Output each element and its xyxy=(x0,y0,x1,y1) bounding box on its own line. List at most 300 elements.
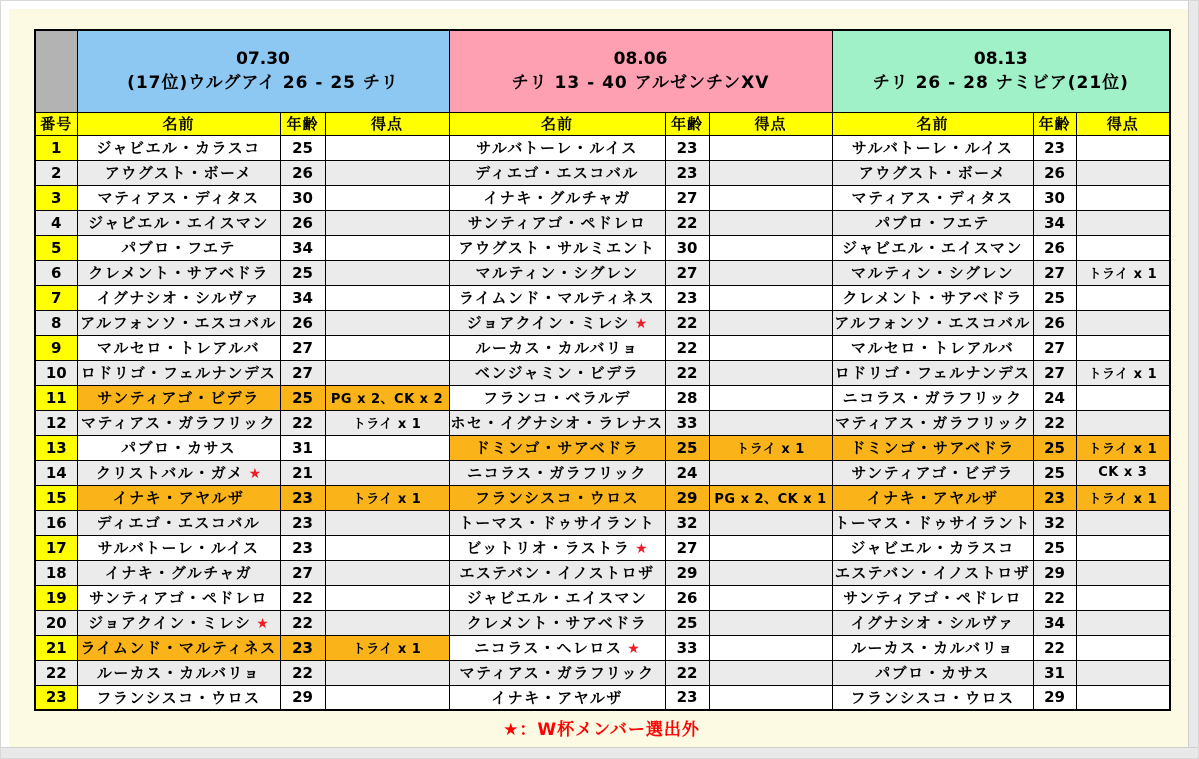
player-name: ライムンド・マルティネス xyxy=(80,639,277,657)
table-row xyxy=(35,660,1170,685)
row-number-cell: 18 xyxy=(35,560,77,585)
star-icon: ★ xyxy=(622,641,640,657)
player-score-cell xyxy=(325,360,449,385)
player-name-cell xyxy=(832,360,1033,385)
player-age-cell: 25 xyxy=(1033,285,1076,310)
player-age-cell: 28 xyxy=(665,385,709,410)
player-age-cell: 22 xyxy=(665,660,709,685)
player-age-cell: 24 xyxy=(665,460,709,485)
player-name: ジャビエル・エイスマン xyxy=(88,214,269,232)
player-name: サンティアゴ・ペドレロ xyxy=(467,214,647,232)
row-number-cell: 19 xyxy=(35,585,77,610)
player-name-cell xyxy=(832,185,1033,210)
player-name-cell xyxy=(449,685,665,710)
player-score-cell: トライ x 1 xyxy=(325,410,449,435)
row-number-cell: 10 xyxy=(35,360,77,385)
player-score-cell: トライ x 1 xyxy=(1076,260,1170,285)
player-score-cell xyxy=(709,510,832,535)
player-score-cell xyxy=(325,435,449,460)
player-name: マティアス・ガラフリック xyxy=(835,414,1031,432)
player-age-cell: 23 xyxy=(665,135,709,160)
row-number-cell: 17 xyxy=(35,535,77,560)
player-name: マティアス・ガラフリック xyxy=(459,664,655,682)
player-score-cell: PG x 2、CK x 2 xyxy=(325,385,449,410)
player-age-cell: 25 xyxy=(1033,435,1076,460)
roster-table xyxy=(34,29,1171,711)
vertical-scrollbar[interactable] xyxy=(1188,1,1198,759)
player-name-cell xyxy=(449,185,665,210)
player-name-cell xyxy=(832,260,1033,285)
player-score-cell xyxy=(1076,410,1170,435)
column-header-age: 年齢 xyxy=(280,112,325,135)
column-header-name: 名前 xyxy=(77,112,280,135)
player-name: アウグスト・サルミエント xyxy=(458,239,656,257)
player-name-cell xyxy=(449,360,665,385)
player-name: マティアス・ガラフリック xyxy=(80,414,276,432)
player-name: ニコラス・ガラフリック xyxy=(842,389,1023,407)
player-score-cell xyxy=(709,660,832,685)
player-score-cell xyxy=(709,635,832,660)
player-score-cell xyxy=(1076,135,1170,160)
row-number-cell: 14 xyxy=(35,460,77,485)
player-name: マティアス・ディタス xyxy=(97,189,260,207)
player-age-cell: 33 xyxy=(665,410,709,435)
player-name-cell xyxy=(449,135,665,160)
match-date: 08.13 xyxy=(973,48,1028,69)
player-age-cell: 29 xyxy=(1033,685,1076,710)
table-row xyxy=(35,560,1170,585)
player-name-cell xyxy=(77,435,280,460)
horizontal-scrollbar[interactable] xyxy=(1,747,1199,758)
player-name: ジャビエル・エイスマン xyxy=(466,589,648,607)
player-name: アウグスト・ボーメ xyxy=(104,164,253,182)
row-number-cell: 12 xyxy=(35,410,77,435)
player-name-cell xyxy=(77,160,280,185)
player-age-cell: 32 xyxy=(1033,510,1076,535)
player-name-cell xyxy=(832,535,1033,560)
player-name: アルフォンソ・エスコバル xyxy=(80,314,277,332)
player-name-cell xyxy=(77,235,280,260)
player-name: ジャビエル・エイスマン xyxy=(842,239,1023,257)
player-age-cell: 25 xyxy=(1033,460,1076,485)
player-age-cell: 24 xyxy=(1033,385,1076,410)
player-name: アウグスト・ボーメ xyxy=(858,164,1007,182)
player-name: エステバン・イノストロザ xyxy=(834,564,1031,582)
table-row xyxy=(35,610,1170,635)
player-name: ドミンゴ・サアベドラ xyxy=(474,439,640,457)
player-name-cell xyxy=(832,235,1033,260)
player-score-cell xyxy=(1076,285,1170,310)
player-score-cell xyxy=(709,260,832,285)
column-header-score: 得点 xyxy=(709,112,832,135)
player-age-cell: 23 xyxy=(665,285,709,310)
row-number-cell: 13 xyxy=(35,435,77,460)
player-name: イグナシオ・シルヴァ xyxy=(96,289,261,307)
player-name: ジョアクイン・ミレシ xyxy=(466,314,630,332)
player-name: ディエゴ・エスコバル xyxy=(475,164,639,182)
player-name-cell xyxy=(449,260,665,285)
player-age-cell: 25 xyxy=(665,610,709,635)
row-number-cell: 22 xyxy=(35,660,77,685)
player-score-cell xyxy=(1076,335,1170,360)
page-background xyxy=(9,9,1190,748)
player-name-cell xyxy=(832,485,1033,510)
player-name-cell xyxy=(449,635,665,660)
player-age-cell: 29 xyxy=(665,560,709,585)
row-number-cell: 4 xyxy=(35,210,77,235)
player-score-cell xyxy=(709,610,832,635)
match-date: 08.06 xyxy=(613,48,668,69)
player-age-cell: 22 xyxy=(1033,585,1076,610)
player-score-cell xyxy=(709,185,832,210)
player-age-cell: 22 xyxy=(280,660,325,685)
player-name: フランシスコ・ウロス xyxy=(474,489,640,507)
player-age-cell: 23 xyxy=(280,535,325,560)
player-name-cell xyxy=(77,585,280,610)
player-name: ルーカス・カルバリョ xyxy=(850,639,1015,657)
row-number-cell: 15 xyxy=(35,485,77,510)
player-score-cell xyxy=(1076,660,1170,685)
row-number-cell: 11 xyxy=(35,385,77,410)
player-name: サンティアゴ・ビデラ xyxy=(97,389,260,407)
player-name: ジョアクイン・ミレシ xyxy=(88,614,252,632)
row-number-cell: 23 xyxy=(35,685,77,710)
player-name: パブロ・カサス xyxy=(121,439,236,457)
player-name-cell xyxy=(449,335,665,360)
column-header-name: 名前 xyxy=(832,112,1033,135)
player-name: サンティアゴ・ビデラ xyxy=(851,464,1014,482)
player-age-cell: 26 xyxy=(280,310,325,335)
table-row xyxy=(35,485,1170,510)
match-result: チリ 26 - 28 ナミビア(21位) xyxy=(872,73,1129,94)
table-row xyxy=(35,185,1170,210)
player-age-cell: 26 xyxy=(1033,235,1076,260)
player-name-cell xyxy=(449,485,665,510)
player-name: ベンジャミン・ビデラ xyxy=(474,364,640,382)
player-name: クレメント・サアベドラ xyxy=(88,264,269,282)
player-score-cell xyxy=(709,535,832,560)
player-name: サルバトーレ・ルイス xyxy=(851,139,1014,157)
table-row xyxy=(35,310,1170,335)
player-name: ニコラス・ヘレロス xyxy=(474,639,623,657)
player-score-cell: CK x 3 xyxy=(1076,460,1170,485)
player-name-cell xyxy=(832,160,1033,185)
player-name: マルティン・シグレン xyxy=(475,264,639,282)
player-name: ジャビエル・カラスコ xyxy=(96,139,261,157)
player-name: ライムンド・マルティネス xyxy=(458,289,656,307)
star-icon: ★ xyxy=(243,466,262,482)
player-age-cell: 22 xyxy=(280,410,325,435)
footnote-text: ★：W杯メンバー選出外 xyxy=(503,720,700,740)
player-score-cell xyxy=(325,210,449,235)
player-score-cell xyxy=(325,535,449,560)
row-number-cell: 9 xyxy=(35,335,77,360)
player-age-cell: 27 xyxy=(1033,360,1076,385)
match-result: (17位)ウルグアイ 26 - 25 チリ xyxy=(127,73,399,94)
player-age-cell: 26 xyxy=(280,160,325,185)
player-name-cell xyxy=(77,635,280,660)
column-header-score: 得点 xyxy=(1076,112,1170,135)
match-header-namibia xyxy=(832,30,1170,112)
star-icon: ★ xyxy=(630,541,648,557)
player-name-cell xyxy=(832,335,1033,360)
player-name-cell xyxy=(832,560,1033,585)
player-name-cell xyxy=(832,310,1033,335)
player-score-cell xyxy=(709,585,832,610)
player-name: ドミンゴ・サアベドラ xyxy=(850,439,1015,457)
player-name-cell xyxy=(832,385,1033,410)
player-name-cell xyxy=(77,660,280,685)
row-number-cell: 16 xyxy=(35,510,77,535)
player-age-cell: 22 xyxy=(1033,410,1076,435)
player-age-cell: 25 xyxy=(665,435,709,460)
player-name-cell xyxy=(449,160,665,185)
player-name: ロドリゴ・フェルナンデス xyxy=(80,364,277,382)
player-score-cell xyxy=(1076,160,1170,185)
player-name-cell xyxy=(449,210,665,235)
player-score-cell xyxy=(1076,310,1170,335)
player-score-cell xyxy=(709,410,832,435)
star-icon: ★ xyxy=(251,616,269,632)
player-name-cell xyxy=(832,635,1033,660)
player-name-cell xyxy=(77,460,280,485)
player-name-cell xyxy=(77,560,280,585)
player-score-cell xyxy=(325,610,449,635)
player-age-cell: 27 xyxy=(280,360,325,385)
row-number-cell: 21 xyxy=(35,635,77,660)
player-name: エステバン・イノストロザ xyxy=(459,564,655,582)
player-name-cell xyxy=(832,210,1033,235)
player-score-cell xyxy=(325,560,449,585)
column-header-age: 年齢 xyxy=(665,112,709,135)
player-age-cell: 29 xyxy=(280,685,325,710)
player-name-cell xyxy=(77,260,280,285)
player-age-cell: 31 xyxy=(280,435,325,460)
player-name: フランシスコ・ウロス xyxy=(850,688,1015,707)
player-age-cell: 32 xyxy=(665,510,709,535)
player-name-cell xyxy=(77,610,280,635)
table-row xyxy=(35,635,1170,660)
player-age-cell: 22 xyxy=(280,585,325,610)
player-score-cell xyxy=(325,335,449,360)
player-name-cell xyxy=(832,610,1033,635)
table-row xyxy=(35,260,1170,285)
corner-cell xyxy=(35,30,77,112)
player-score-cell xyxy=(1076,535,1170,560)
player-name: イグナシオ・シルヴァ xyxy=(850,614,1015,632)
player-score-cell: トライ x 1 xyxy=(325,635,449,660)
player-name-cell xyxy=(449,660,665,685)
player-score-cell: PG x 2、CK x 1 xyxy=(709,485,832,510)
player-age-cell: 23 xyxy=(1033,485,1076,510)
player-name: ディエゴ・エスコバル xyxy=(96,514,261,532)
player-name-cell xyxy=(77,185,280,210)
player-name-cell xyxy=(77,410,280,435)
player-name: マルセロ・トレアルバ xyxy=(96,339,261,357)
player-name-cell xyxy=(832,460,1033,485)
player-age-cell: 29 xyxy=(1033,560,1076,585)
player-name-cell xyxy=(77,510,280,535)
player-score-cell xyxy=(709,560,832,585)
player-name-cell xyxy=(77,210,280,235)
player-name: パブロ・フエテ xyxy=(875,214,990,232)
player-name-cell xyxy=(449,535,665,560)
player-name: パブロ・カサス xyxy=(875,664,990,682)
player-score-cell xyxy=(709,310,832,335)
player-name: クリストバル・ガメ xyxy=(95,464,244,482)
player-age-cell: 21 xyxy=(280,460,325,485)
player-age-cell: 33 xyxy=(665,635,709,660)
player-age-cell: 26 xyxy=(1033,310,1076,335)
match-result: チリ 13 - 40 アルゼンチンXV xyxy=(511,73,770,94)
row-number-cell: 1 xyxy=(35,135,77,160)
player-score-cell xyxy=(1076,560,1170,585)
table-row xyxy=(35,435,1170,460)
player-score-cell xyxy=(709,160,832,185)
player-age-cell: 25 xyxy=(280,260,325,285)
player-name-cell xyxy=(832,435,1033,460)
table-row xyxy=(35,685,1170,710)
table-row xyxy=(35,135,1170,160)
player-name: クレメント・サアベドラ xyxy=(466,614,648,632)
roster-body xyxy=(35,135,1170,710)
player-name: マルティン・シグレン xyxy=(850,264,1015,282)
player-score-cell xyxy=(325,585,449,610)
table-row xyxy=(35,585,1170,610)
player-name: ニコラス・ガラフリック xyxy=(467,464,647,482)
player-name-cell xyxy=(77,385,280,410)
player-score-cell: トライ x 1 xyxy=(709,435,832,460)
player-age-cell: 30 xyxy=(280,185,325,210)
player-name: ビットリオ・ラストラ xyxy=(466,539,631,557)
player-name: サンティアゴ・ペドレロ xyxy=(89,589,268,607)
row-number-cell: 5 xyxy=(35,235,77,260)
player-score-cell xyxy=(325,235,449,260)
player-score-cell xyxy=(1076,635,1170,660)
player-name: ホセ・イグナシオ・ラレナス xyxy=(450,414,664,432)
player-age-cell: 30 xyxy=(665,235,709,260)
match-header-uruguay xyxy=(77,30,449,112)
player-score-cell xyxy=(325,135,449,160)
match-header-argentina xyxy=(449,30,832,112)
player-age-cell: 22 xyxy=(1033,635,1076,660)
player-score-cell xyxy=(325,510,449,535)
player-age-cell: 34 xyxy=(280,285,325,310)
star-icon: ★ xyxy=(629,316,648,332)
player-score-cell xyxy=(325,285,449,310)
player-score-cell xyxy=(325,685,449,710)
player-name-cell xyxy=(449,385,665,410)
player-age-cell: 23 xyxy=(280,485,325,510)
player-name: ジャビエル・カラスコ xyxy=(850,539,1015,557)
player-name-cell xyxy=(77,535,280,560)
table-row xyxy=(35,210,1170,235)
table-row xyxy=(35,235,1170,260)
player-name-cell xyxy=(449,510,665,535)
player-name: パブロ・フエテ xyxy=(121,239,236,257)
player-name-cell xyxy=(449,235,665,260)
player-age-cell: 25 xyxy=(280,385,325,410)
player-score-cell xyxy=(1076,510,1170,535)
table-row xyxy=(35,460,1170,485)
row-number-cell: 7 xyxy=(35,285,77,310)
player-name: サルバトーレ・ルイス xyxy=(97,539,260,557)
row-number-cell: 20 xyxy=(35,610,77,635)
player-score-cell xyxy=(1076,610,1170,635)
player-age-cell: 25 xyxy=(1033,535,1076,560)
player-name: イナキ・グルチャガ xyxy=(483,189,631,207)
player-age-cell: 29 xyxy=(665,485,709,510)
player-score-cell xyxy=(1076,185,1170,210)
player-age-cell: 26 xyxy=(1033,160,1076,185)
player-score-cell: トライ x 1 xyxy=(1076,360,1170,385)
player-name-cell xyxy=(832,285,1033,310)
player-name-cell xyxy=(77,485,280,510)
player-name-cell xyxy=(77,135,280,160)
player-name-cell xyxy=(77,360,280,385)
player-score-cell xyxy=(709,335,832,360)
player-age-cell: 26 xyxy=(665,585,709,610)
player-age-cell: 34 xyxy=(1033,210,1076,235)
player-name: ロドリゴ・フェルナンデス xyxy=(834,364,1031,382)
player-age-cell: 23 xyxy=(665,685,709,710)
player-score-cell xyxy=(709,135,832,160)
player-age-cell: 23 xyxy=(665,160,709,185)
player-score-cell xyxy=(1076,385,1170,410)
player-name-cell xyxy=(77,285,280,310)
player-age-cell: 27 xyxy=(1033,260,1076,285)
column-header-score: 得点 xyxy=(325,112,449,135)
player-score-cell xyxy=(325,460,449,485)
player-name-cell xyxy=(449,560,665,585)
player-name: サルバトーレ・ルイス xyxy=(476,139,638,157)
row-number-cell: 3 xyxy=(35,185,77,210)
player-age-cell: 25 xyxy=(280,135,325,160)
player-name-cell xyxy=(449,410,665,435)
player-name: トーマス・ドゥサイラント xyxy=(458,514,656,532)
player-age-cell: 22 xyxy=(665,360,709,385)
player-score-cell xyxy=(1076,210,1170,235)
player-score-cell: トライ x 1 xyxy=(1076,485,1170,510)
player-name-cell xyxy=(449,310,665,335)
row-number-cell: 2 xyxy=(35,160,77,185)
column-header-number: 番号 xyxy=(35,112,77,135)
player-name: イナキ・グルチャガ xyxy=(104,564,253,582)
table-row xyxy=(35,385,1170,410)
player-age-cell: 23 xyxy=(280,635,325,660)
player-age-cell: 27 xyxy=(665,185,709,210)
player-name: アルフォンソ・エスコバル xyxy=(834,314,1031,332)
player-score-cell xyxy=(709,285,832,310)
player-age-cell: 27 xyxy=(280,560,325,585)
player-name-cell xyxy=(449,460,665,485)
player-name: サンティアゴ・ペドレロ xyxy=(843,589,1022,607)
table-row xyxy=(35,160,1170,185)
player-name: フランコ・ベラルデ xyxy=(482,389,632,407)
player-age-cell: 23 xyxy=(280,510,325,535)
player-name-cell xyxy=(77,685,280,710)
player-age-cell: 27 xyxy=(665,260,709,285)
table-row xyxy=(35,360,1170,385)
column-header-age: 年齢 xyxy=(1033,112,1076,135)
player-score-cell xyxy=(709,685,832,710)
player-name-cell xyxy=(832,585,1033,610)
footnote xyxy=(34,715,1169,740)
player-name-cell xyxy=(77,335,280,360)
player-age-cell: 22 xyxy=(280,610,325,635)
player-name-cell xyxy=(449,285,665,310)
table-row xyxy=(35,410,1170,435)
